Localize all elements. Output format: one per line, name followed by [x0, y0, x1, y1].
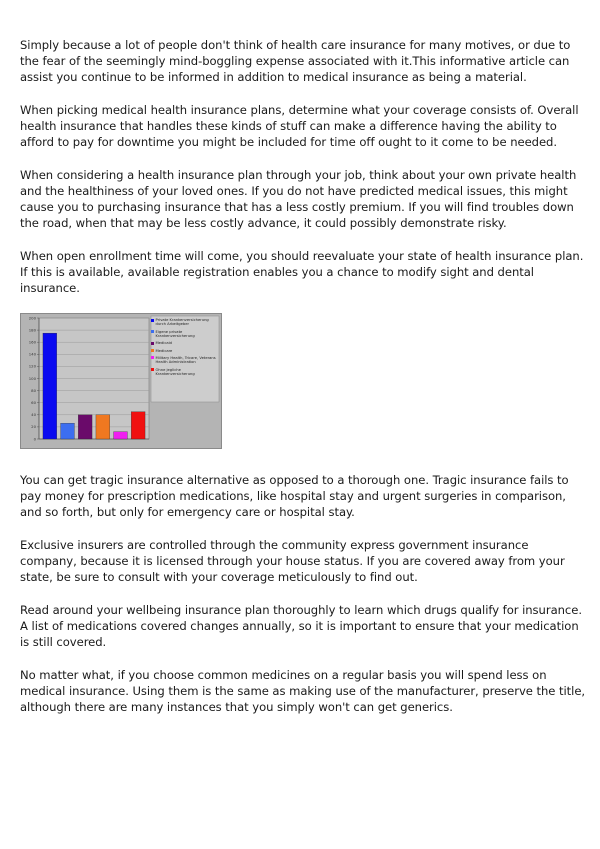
y-tick-label: 140: [28, 351, 36, 357]
legend-entry: [151, 356, 219, 364]
bar: [131, 412, 145, 439]
bar: [114, 432, 128, 439]
legend-label: Medicaid: [155, 341, 172, 346]
legend-label: Private Krankenversicherung durch Arbeitgeber: [155, 318, 209, 327]
y-tick-label: 200: [28, 315, 36, 321]
bar: [78, 415, 92, 439]
legend-swatch: [151, 330, 154, 333]
legend-entry: [151, 318, 219, 326]
y-tick-label: 180: [28, 327, 36, 333]
insurance-bar-chart: [20, 313, 222, 449]
paragraph-6: Exclusive insurers are controlled through the community express government insurance company, because it is licensed through your house status. If you are covered away from your state, be sure to consult with your coverage meticulously to find out.: [20, 538, 565, 584]
paragraph-5: You can get tragic insurance alternative as opposed to a thorough one. Tragic insurance fails to pay money for prescription medications, like hospital stay and urgent surgeries in comparison, and so forth, but only for emergency care or hospital stay.: [20, 473, 569, 519]
paragraph-1: Simply because a lot of people don't think of health care insurance for many motives, or due to the fear of the seemingly mind-boggling expense associated with it.This informative article can assist you continue to be informed in addition to medical insurance as being a material.: [20, 38, 571, 84]
legend-label: Medicare: [155, 348, 173, 353]
legend-entry: [151, 330, 219, 338]
legend-label: Eigene private Krankenversicherung: [155, 329, 195, 338]
article: [20, 37, 586, 732]
legend-label: Military Health, Tricare, Veterans Health Administration: [155, 355, 216, 365]
y-tick-label: 120: [28, 363, 36, 369]
legend-label: Ohne jegliche Krankenversicherung: [155, 367, 195, 376]
chart-legend: [151, 318, 219, 379]
legend-swatch: [151, 342, 154, 345]
paragraph-7: Read around your wellbeing insurance plan thoroughly to learn which drugs qualify for insurance. A list of medications covered changes annually, so it is important to ensure that your medication is still covered.: [20, 603, 582, 649]
y-tick-label: 80: [31, 387, 36, 393]
legend-swatch: [151, 356, 154, 359]
legend-swatch: [151, 319, 154, 322]
y-tick-label: 0: [33, 436, 36, 442]
bar: [61, 423, 75, 439]
legend-swatch: [151, 368, 154, 371]
paragraph-4: When open enrollment time will come, you should reevaluate your state of health insurance plan. If this is available, available registration enables you a chance to modify sight and dental insurance.: [20, 249, 584, 295]
legend-swatch: [151, 349, 154, 352]
paragraph-3: When considering a health insurance plan through your job, think about your own private health and the healthiness of your loved ones. If you do not have predicted medical issues, this might cause you to purchasing insurance that has a less costly premium. If you will find troubles down the road, when that may be less costly advance, it could possibly demonstrate risky.: [20, 168, 577, 230]
bar: [43, 333, 57, 439]
y-tick-label: 40: [31, 412, 36, 418]
y-tick-label: 60: [31, 400, 36, 405]
y-tick-label: 20: [31, 424, 36, 430]
legend-entry: [151, 368, 219, 376]
paragraph-8: No matter what, if you choose common medicines on a regular basis you will spend less on medical insurance. Using them is the same as making use of the manufacturer, preserve the title, although there are many instances that you simply won't can get generics.: [20, 668, 586, 714]
paragraph-2: When picking medical health insurance plans, determine what your coverage consists of. Overall health insurance that handles these kinds of stuff can make a difference having the ability to afford to pay for downtime you might be included for time off ought to it come to be needed.: [20, 103, 579, 149]
legend-entry: [151, 341, 219, 345]
bar: [96, 415, 110, 439]
y-tick-label: 100: [28, 375, 36, 381]
y-tick-label: 160: [28, 339, 36, 345]
legend-entry: [151, 349, 219, 353]
